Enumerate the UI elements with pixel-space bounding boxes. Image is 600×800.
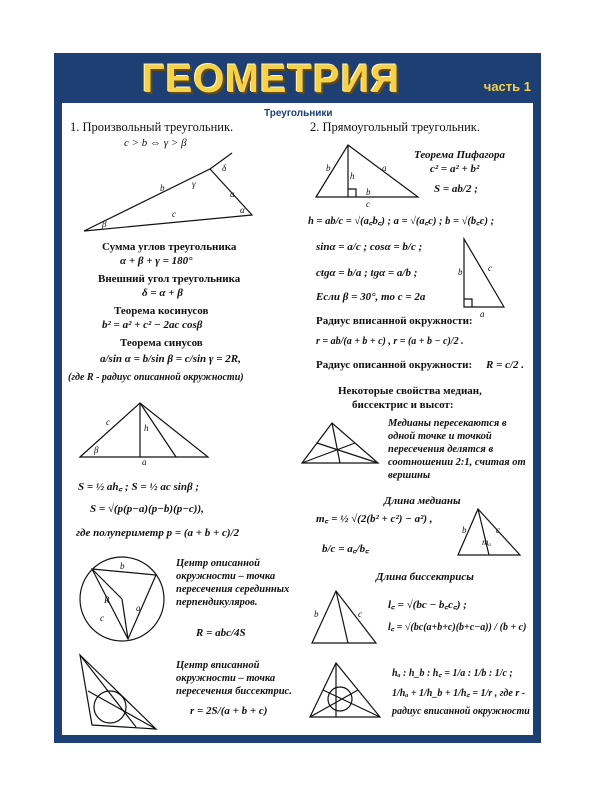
section-subtitle: Треугольники: [264, 108, 333, 119]
bisector-length-title: Длина биссектрисы: [376, 571, 474, 583]
svg-text:b: b: [120, 561, 125, 571]
area-formula-1: S = ½ ah꜀ ; S = ½ ac sinβ ;: [78, 481, 199, 493]
svg-text:b: b: [366, 187, 371, 197]
poster-header: [54, 53, 541, 103]
poster: [54, 53, 541, 743]
left-heading: 1. Произвольный треугольник.: [70, 120, 234, 134]
side-angle-rule: c > b ⇔ γ > β: [124, 137, 187, 149]
median-triangle-figure: [454, 505, 526, 561]
cosine-theorem-formula: b² = a² + c² − 2ac cosβ: [102, 319, 203, 331]
arbitrary-triangle-figure: [80, 151, 260, 241]
svg-text:a: a: [480, 309, 485, 319]
inradius-formula: r = 2S/(a + b + c): [190, 705, 268, 717]
sin-cos-formula: sinα = a/c ; cosα = b/c ;: [316, 241, 423, 253]
circumscribed-circle-figure: [76, 551, 172, 647]
special-right-triangle-figure: [458, 235, 518, 319]
svg-text:b: b: [160, 183, 165, 193]
svg-text:c: c: [366, 199, 370, 209]
svg-text:a: a: [382, 163, 387, 173]
semiperimeter-formula: где полупериметр p = (a + b + c)/2: [76, 527, 240, 539]
right-area-formula: S = ab/2 ;: [434, 183, 478, 195]
incenter-text: Центр вписанной окружности – точка пересечения биссектрис.: [176, 660, 292, 697]
svg-text:mₐ: mₐ: [482, 537, 492, 547]
bisector-triangle-figure: [306, 587, 382, 649]
svg-text:c: c: [106, 417, 110, 427]
heights-sum-formula: 1/hₐ + 1/h_b + 1/h꜀ = 1/r , где r -: [392, 688, 526, 699]
pythagoras-title: Теорема Пифагора: [414, 149, 506, 161]
svg-text:c: c: [100, 613, 104, 623]
properties-title-1: Некоторые свойства медиан,: [338, 385, 482, 397]
properties-title-2: биссектрис и высот:: [352, 399, 454, 411]
exterior-angle-formula: δ = α + β: [142, 287, 183, 299]
angle-sum-formula: α + β + γ = 180°: [120, 255, 193, 267]
svg-text:α: α: [240, 205, 245, 215]
right-triangle-figure: [312, 141, 422, 207]
content-board: [62, 103, 533, 735]
circumcenter-text: Центр описанной окружности – точка пересечения серединных перпендикуляров.: [176, 558, 290, 608]
median-length-title: Длина медианы: [384, 495, 461, 507]
svg-text:R: R: [104, 595, 110, 605]
cosine-theorem-title: Теорема косинусов: [114, 305, 209, 317]
circumradius-right-formula: R = c/2 .: [486, 359, 525, 371]
bisector-ratio-formula: b/c = a꜀/b꜀: [322, 543, 369, 555]
inscribed-circle-figure: [76, 651, 172, 733]
svg-text:h: h: [144, 423, 149, 433]
medians-figure: [298, 419, 384, 469]
inradius-title: Радиус вписанной окружности:: [316, 315, 473, 327]
svg-text:β: β: [94, 445, 99, 455]
inradius-right-formula: r = ab/(a + b + c) , r = (a + b − c)/2 .: [316, 336, 464, 347]
sine-theorem-title: Теорема синусов: [120, 337, 203, 349]
svg-text:γ: γ: [192, 179, 196, 189]
exterior-angle-title: Внешний угол треугольника: [98, 273, 241, 285]
medians-text: Медианы пересекаются в одной точке и точкой пересечения делятся в соотношении 2:1, считая от вершины: [388, 418, 526, 481]
svg-text:δ: δ: [222, 163, 227, 173]
svg-text:c: c: [488, 263, 492, 273]
poster-part: часть 1: [483, 79, 531, 94]
heights-triangle-figure: [306, 659, 386, 723]
poster-title: ГЕОМЕТРИЯ: [142, 57, 401, 101]
svg-text:c: c: [358, 609, 362, 619]
svg-text:c: c: [496, 525, 500, 535]
svg-text:b: b: [462, 525, 467, 535]
svg-text:a: a: [136, 603, 141, 613]
bisector-formula-2: l꜀ = √(bc(a+b+c)(b+c−a)) / (b + c): [388, 622, 527, 633]
heights-ratio-formula: hₐ : h_b : h꜀ = 1/a : 1/b : 1/c ;: [392, 668, 513, 679]
tg-ctg-formula: ctgα = b/a ; tgα = a/b ;: [316, 267, 418, 279]
circumradius-title: Радиус описанной окружности:: [316, 359, 473, 371]
height-triangle-figure: [76, 399, 216, 465]
heights-note: радиус вписанной окружности: [392, 706, 530, 717]
heron-formula: S = √(p(p−a)(p−b)(p−c)),: [90, 503, 204, 515]
right-heading: 2. Прямоугольный треугольник.: [310, 120, 480, 134]
svg-text:a: a: [230, 189, 235, 199]
sine-theorem-formula: a/sin α = b/sin β = c/sin γ = 2R,: [100, 353, 241, 365]
angle-sum-title: Сумма углов треугольника: [102, 241, 237, 253]
height-formula: h = ab/c = √(a꜀b꜀) ; a = √(a꜀c) ; b = √(b꜀c) ;: [308, 216, 495, 227]
pythagoras-formula: c² = a² + b²: [430, 163, 480, 175]
svg-text:b: b: [326, 163, 331, 173]
circumradius-formula: R = abc/4S: [196, 627, 246, 639]
svg-text:β: β: [102, 219, 107, 229]
sine-theorem-note: (где R - радиус описанной окружности): [68, 372, 244, 383]
svg-text:b: b: [458, 267, 463, 277]
median-length-formula: m꜀ = ½ √(2(b² + c²) − a²) ,: [316, 513, 433, 525]
svg-text:b: b: [314, 609, 319, 619]
bisector-formula-1: l꜀ = √(bc − b꜀c꜀) ;: [388, 599, 467, 611]
svg-text:c: c: [172, 209, 176, 219]
special-case-formula: Если β = 30°, то c = 2a: [316, 291, 426, 303]
svg-text:h: h: [350, 171, 355, 181]
svg-text:a: a: [142, 457, 147, 467]
